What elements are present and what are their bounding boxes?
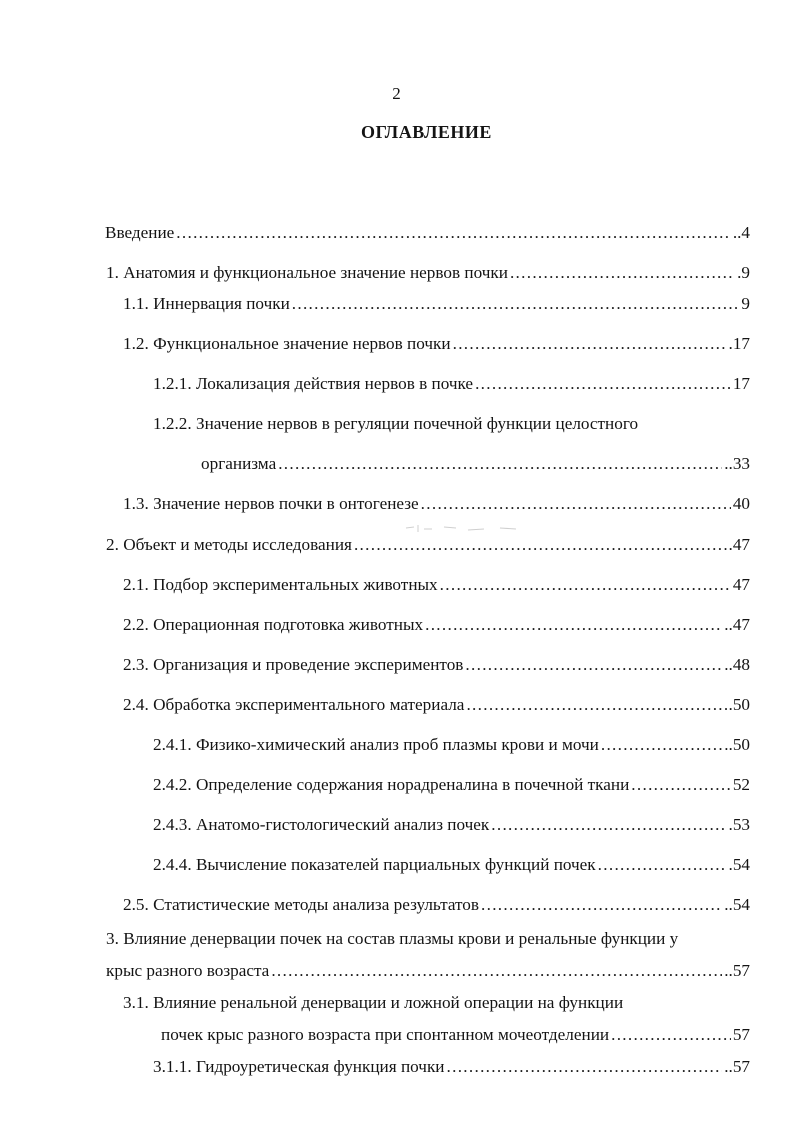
toc-entry-text: 2.4.1. Физико-химический анализ проб плазмы крови и мочи (153, 735, 599, 754)
toc-entry-3-1-continuation[interactable] (161, 1024, 750, 1046)
toc-entry-page: ..57 (724, 961, 750, 980)
toc-entry-page: 52 (732, 775, 750, 794)
toc-entry-2-2[interactable] (123, 614, 750, 636)
dot-leader (292, 293, 740, 315)
toc-entry-text: 1.1. Иннервация почки (123, 294, 290, 313)
toc-entry-2-4-3[interactable] (153, 814, 750, 836)
toc-entry-page: ..33 (724, 454, 750, 473)
dot-leader (631, 774, 731, 796)
toc-entry-page: ..48 (724, 655, 750, 674)
toc-entry-text: организма (201, 454, 277, 473)
page-number: 2 (392, 84, 401, 103)
toc-entry-chapter-3[interactable]: 3. Влияние денервации почек на состав плазмы крови и ренальные функции у (106, 929, 679, 948)
toc-entry-2-4-2[interactable] (153, 774, 750, 796)
toc-entry-chapter-1[interactable] (106, 262, 750, 284)
toc-entry-1-2[interactable] (123, 333, 750, 355)
toc-entry-text: 2.2. Операционная подготовка животных (123, 615, 424, 634)
toc-entry-1-2-2[interactable]: 1.2.2. Значение нервов в регуляции почечной функции целостного (153, 414, 639, 433)
toc-entry-text: 2.4.3. Анатомо-гистологический анализ почек (153, 815, 490, 834)
toc-entry-text: 2.4.4. Вычисление показателей парциальных функций почек (153, 855, 596, 874)
toc-entry-2-5[interactable] (123, 894, 750, 916)
toc-entry-page: 17 (732, 374, 750, 393)
scan-artifact (404, 521, 534, 535)
toc-entry-3-1-1[interactable] (153, 1056, 750, 1078)
toc-entry-1-3[interactable] (123, 493, 750, 515)
toc-entry-page: ..4 (732, 223, 750, 242)
toc-entry-text: 1.2.1. Локализация действия нервов в почке (153, 374, 474, 393)
toc-entry-page: .54 (728, 855, 750, 874)
dot-leader (466, 694, 726, 716)
dot-leader (176, 222, 731, 244)
toc-entry-text: 3.1.1. Гидроуретическая функция почки (153, 1057, 445, 1076)
dot-leader (440, 574, 731, 596)
toc-entry-text: 2.3. Организация и проведение экспериментов (123, 655, 464, 674)
toc-entry-text: 2. Объект и методы исследования (106, 535, 352, 554)
toc-entry-1-1[interactable] (123, 293, 750, 315)
dot-leader (447, 1056, 723, 1078)
dot-leader (425, 614, 722, 636)
toc-entry-page: 47 (732, 575, 750, 594)
toc-entry-1-2-2-continuation[interactable] (201, 453, 750, 475)
toc-entry-2-3[interactable] (123, 654, 750, 676)
toc-entry-2-1[interactable] (123, 574, 750, 596)
dot-leader (601, 734, 722, 756)
toc-entry-2-4-4[interactable] (153, 854, 750, 876)
dot-leader (598, 854, 727, 876)
toc-entry-page: ..54 (724, 895, 750, 914)
dot-leader (278, 453, 722, 475)
dot-leader (354, 534, 727, 556)
toc-entry-page: 57 (732, 1025, 750, 1044)
dot-leader (421, 493, 731, 515)
toc-entry-text: почек крыс разного возраста при спонтанном мочеотделении (161, 1025, 610, 1044)
toc-entry-text: 1.2. Функциональное значение нервов почки (123, 334, 451, 353)
toc-entry-3-1[interactable]: 3.1. Влияние ренальной денервации и ложной операции на функции (123, 993, 624, 1012)
toc-entry-chapter-2[interactable] (106, 534, 750, 556)
toc-entry-text: 2.4. Обработка экспериментального материала (123, 695, 465, 714)
toc-entry-introduction[interactable] (105, 222, 750, 244)
toc-entry-text: 2.1. Подбор экспериментальных животных (123, 575, 438, 594)
toc-entry-page: .17 (728, 334, 750, 353)
toc-entry-page: .53 (728, 815, 750, 834)
dot-leader (465, 654, 722, 676)
toc-entry-1-2-1[interactable] (153, 373, 750, 395)
toc-entry-text: 1. Анатомия и функциональное значение нервов почки (106, 263, 508, 282)
dot-leader (475, 373, 731, 395)
dot-leader (453, 333, 727, 355)
dot-leader (510, 262, 735, 284)
toc-entry-text: 2.5. Статистические методы анализа результатов (123, 895, 480, 914)
dot-leader (481, 894, 722, 916)
toc-entry-text: 1.3. Значение нервов почки в онтогенезе (123, 494, 419, 513)
toc-entry-page: 9 (741, 294, 750, 313)
toc-entry-page: ..47 (724, 615, 750, 634)
toc-entry-2-4-1[interactable] (153, 734, 750, 756)
dot-leader (271, 960, 722, 982)
toc-entry-page: ..50 (724, 735, 750, 754)
toc-entry-text: 2.4.2. Определение содержания норадреналина в почечной ткани (153, 775, 630, 794)
toc-title: ОГЛАВЛЕНИЕ (361, 122, 492, 142)
toc-entry-text: крыс разного возраста (106, 961, 270, 980)
toc-entry-text: Введение (105, 223, 175, 242)
toc-entry-page: .50 (728, 695, 750, 714)
toc-entry-page: .47 (728, 535, 750, 554)
toc-entry-2-4[interactable] (123, 694, 750, 716)
toc-entry-page: 40 (732, 494, 750, 513)
toc-entry-page: .9 (737, 263, 750, 282)
toc-entry-chapter-3-continuation[interactable] (106, 960, 750, 982)
toc-entry-page: ..57 (724, 1057, 750, 1076)
dot-leader (491, 814, 726, 836)
dot-leader (611, 1024, 731, 1046)
